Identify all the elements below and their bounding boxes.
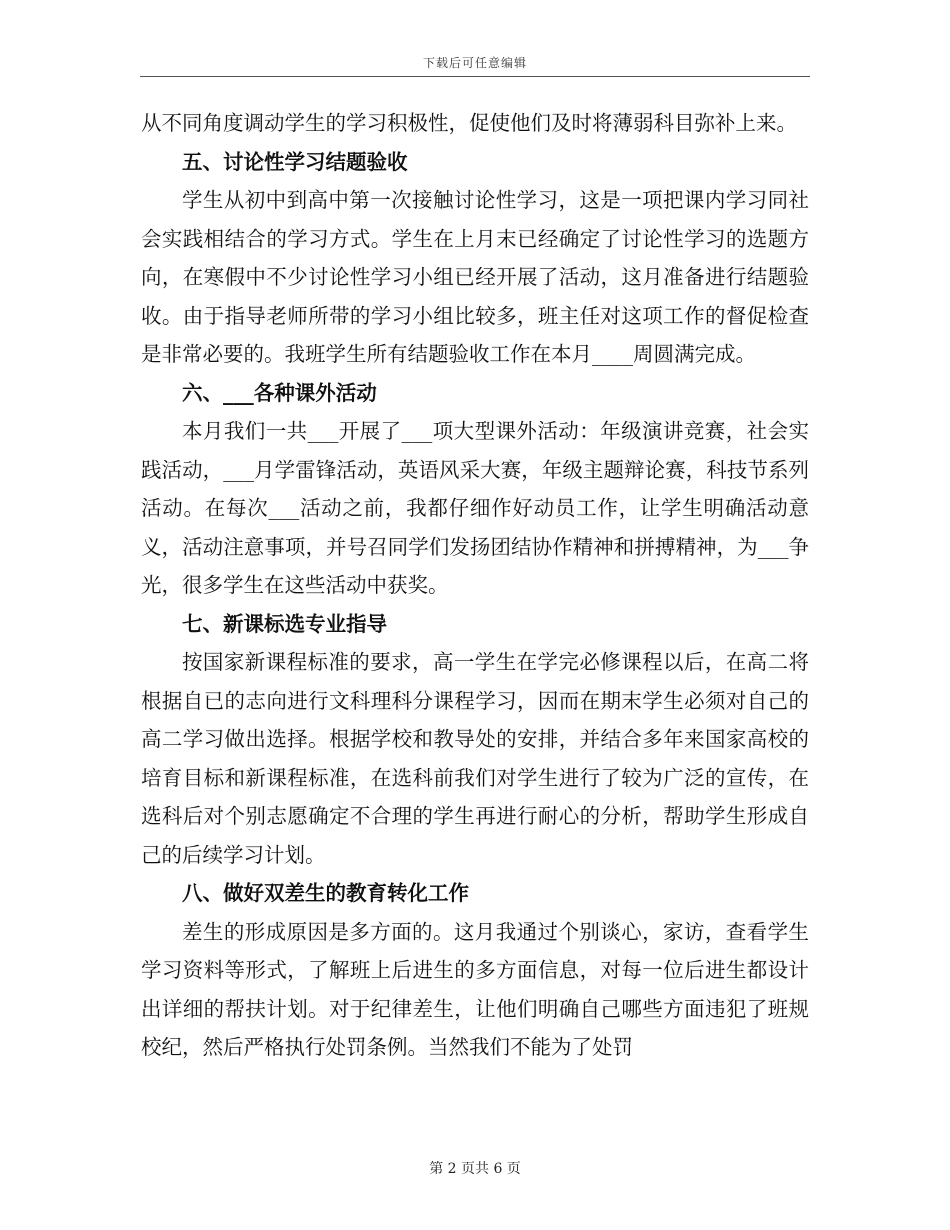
section-paragraph-7: 按国家新课程标准的要求，高一学生在学完必修课程以后，在高二将根据自已的志向进行文科理科分课程学习，因而在期末学生必须对自己的高二学习做出选择。根据学校和教导处的安排，并结合多年来国家高校的培育目标和新课程标准，在选科前我们对学生进行了较为广泛的宣传，在选科后对个别志愿确定不合理的学生再进行耐心的分析，帮助学生形成自己的后续学习计划。 (141, 650, 809, 867)
section-paragraph-8: 差生的形成原因是多方面的。这月我通过个别谈心，家访，查看学生学习资料等形式，了解班上后进生的多方面信息，对每一位后进生都设计出详细的帮扶计划。对于纪律差生，让他们明确自己哪些方面违犯了班规校纪，然后严格执行处罚条例。当然我们不能为了处罚 (141, 919, 809, 1059)
continuation-paragraph: 从不同角度调动学生的学习积极性，促使他们及时将薄弱科目弥补上来。 (141, 111, 797, 135)
header-divider (140, 76, 810, 77)
section-heading-7: 七、新课标选专业指导 (182, 611, 387, 636)
section-heading-8: 八、做好双差生的教育转化工作 (182, 881, 469, 905)
section-paragraph-6: 本月我们一共___开展了___项大型课外活动：年级演讲竞赛，社会实践活动，___月学雷锋活动，英语风采大赛，年级主题辩论赛，科技节系列活动。在每次___活动之前，我都仔细作好动员工作，让学生明确活动意义，活动注意事项，并号召同学们发扬团结协作精神和拼搏精神，为___争光，很多学生在这些活动中获奖。 (141, 419, 809, 597)
page-number: 第 2 页共 6 页 (429, 1161, 521, 1177)
page-header: 下载后可任意编辑 (422, 56, 527, 70)
section-paragraph-5: 学生从初中到高中第一次接触讨论性学习，这是一项把课内学习同社会实践相结合的学习方式。学生在上月末已经确定了讨论性学习的选题方向，在寒假中不少讨论性学习小组已经开展了活动，这月准备进行结题验收。由于指导老师所带的学习小组比较多，班主任对这项工作的督促检查是非常必要的。我班学生所有结题验收工作在本月____周圆满完成。 (141, 188, 809, 366)
section-heading-6: 六、___各种课外活动 (182, 380, 377, 405)
document-body (141, 104, 809, 1067)
section-heading-5: 五、讨论性学习结题验收 (182, 149, 408, 174)
